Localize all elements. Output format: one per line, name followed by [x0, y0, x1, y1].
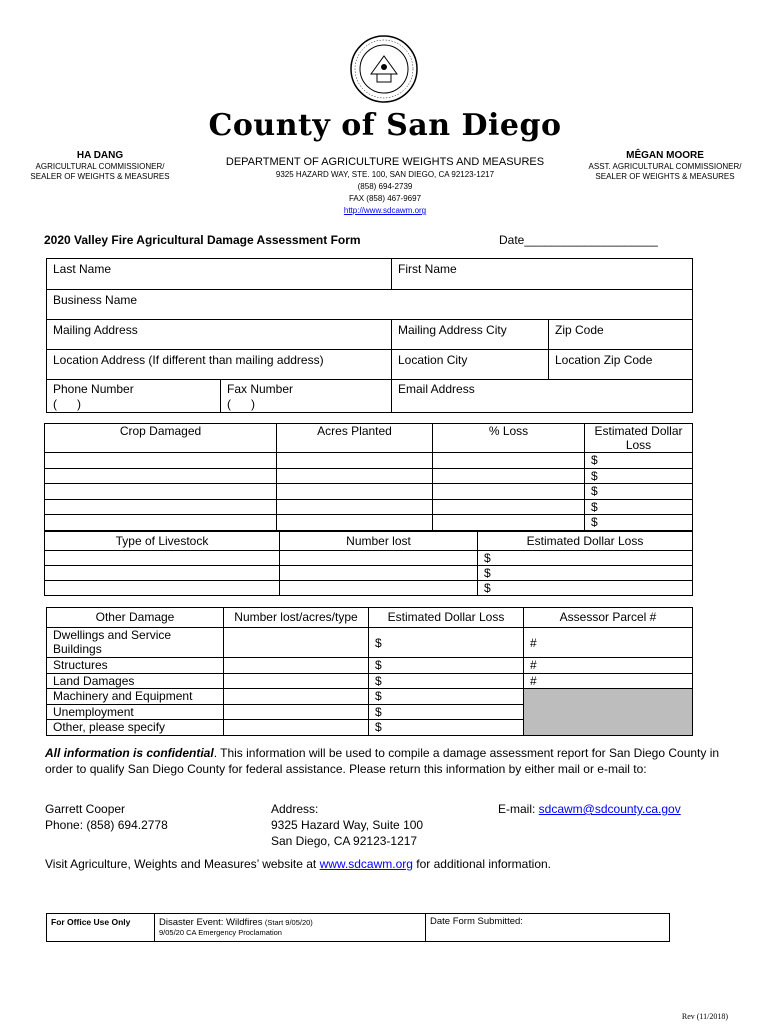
visit-website-line [45, 856, 551, 872]
department-address: 9325 HAZARD WAY, STE. 100, SAN DIEGO, CA 92123-1217 [275, 170, 495, 179]
mailing-city-field[interactable]: Mailing Address City [392, 320, 549, 350]
department-name: DEPARTMENT OF AGRICULTURE WEIGHTS AND MEASURES [225, 156, 545, 168]
dollar-cell[interactable]: $ [585, 484, 693, 500]
mailing-address-field[interactable]: Mailing Address [47, 320, 392, 350]
dollar-cell[interactable]: $ [369, 689, 524, 705]
loss-cell[interactable] [433, 515, 585, 531]
livestock-cell[interactable] [45, 581, 280, 596]
location-zip-field[interactable]: Location Zip Code [549, 350, 693, 380]
percent-loss-header: % Loss [433, 424, 585, 453]
visit-post: for additional information. [412, 857, 552, 871]
other-damage-label: Unemployment [47, 704, 224, 720]
loss-cell[interactable] [433, 484, 585, 500]
disaster-event-start: (Start 9/05/20) [264, 918, 313, 927]
fax-label: Fax Number [227, 382, 294, 396]
acres-cell[interactable] [277, 484, 433, 500]
email-field[interactable]: Email Address [392, 380, 693, 413]
address-line1: 9325 Hazard Way, Suite 100 [271, 818, 424, 832]
department-header [200, 155, 570, 217]
number-cell[interactable] [224, 720, 369, 736]
right-official-title2: SEALER OF WEIGHTS & MEASURES [595, 172, 735, 181]
parcel-header: Assessor Parcel # [524, 608, 693, 628]
loss-cell[interactable] [433, 468, 585, 484]
confidential-notice [45, 745, 730, 777]
loss-cell[interactable] [433, 499, 585, 515]
crop-damaged-header: Crop Damaged [45, 424, 277, 453]
address-line2: San Diego, CA 92123-1217 [271, 834, 418, 848]
other-damage-label: Structures [47, 658, 224, 674]
dollar-cell[interactable]: $ [369, 628, 524, 658]
fax-field[interactable] [221, 380, 392, 413]
revision-note: Rev (11/2018) [681, 1012, 728, 1021]
contact-person [45, 801, 168, 833]
phone-paren: ( ) [53, 397, 81, 411]
number-cell[interactable] [224, 628, 369, 658]
phone-field[interactable] [47, 380, 221, 413]
contact-name: Garrett Cooper [45, 802, 126, 816]
number-cell[interactable] [280, 581, 478, 596]
fax-paren: ( ) [227, 397, 255, 411]
acres-cell[interactable] [277, 515, 433, 531]
contact-phone: Phone: (858) 694.2778 [45, 818, 168, 832]
dollar-cell[interactable]: $ [369, 720, 524, 736]
notice-bold: All information is confidential [45, 746, 214, 760]
last-name-field[interactable]: Last Name [47, 259, 392, 290]
crop-cell[interactable] [45, 468, 277, 484]
dollar-cell[interactable]: $ [585, 468, 693, 484]
acres-cell[interactable] [277, 468, 433, 484]
crop-cell[interactable] [45, 453, 277, 469]
form-title: 2020 Valley Fire Agricultural Damage Assessment Form [44, 233, 361, 247]
disaster-event-cell [155, 914, 426, 942]
business-name-field[interactable]: Business Name [47, 290, 693, 320]
crop-cell[interactable] [45, 515, 277, 531]
other-damage-label: Land Damages [47, 673, 224, 689]
dollar-cell[interactable]: $ [478, 551, 693, 566]
number-cell[interactable] [224, 673, 369, 689]
parcel-cell[interactable]: # [524, 673, 693, 689]
livestock-loss-header: Estimated Dollar Loss [478, 532, 693, 551]
other-damage-label: Other, please specify [47, 720, 224, 736]
crops-table [44, 423, 693, 531]
number-cell[interactable] [224, 704, 369, 720]
office-use-table [46, 913, 670, 942]
contact-email [498, 801, 681, 817]
left-official-name: HA DANG [76, 150, 124, 161]
visit-pre: Visit Agriculture, Weights and Measures’ website at [45, 857, 320, 871]
right-official-name: MÊGAN MOORE [626, 150, 704, 161]
dollar-cell[interactable]: $ [585, 515, 693, 531]
county-seal-logo [349, 34, 419, 104]
emergency-proclamation: 9/05/20 CA Emergency Proclamation [159, 928, 282, 937]
dollar-cell[interactable]: $ [585, 499, 693, 515]
left-official-title1: AGRICULTURAL COMMISSIONER/ [35, 162, 165, 171]
other-damage-label: Dwellings and Service Buildings [47, 628, 224, 658]
crop-cell[interactable] [45, 484, 277, 500]
parcel-shaded-cell [524, 689, 693, 736]
dollar-cell[interactable]: $ [478, 566, 693, 581]
address-label: Address: [271, 802, 319, 816]
dollar-cell[interactable]: $ [369, 673, 524, 689]
estimated-loss-header: Estimated Dollar Loss [585, 424, 693, 453]
disaster-event: Disaster Event: Wildfires [159, 917, 263, 928]
date-submitted-cell[interactable]: Date Form Submitted: [426, 914, 670, 942]
location-address-field[interactable]: Location Address (If different than mailing address) [47, 350, 392, 380]
right-official [575, 149, 755, 182]
number-lost-header: Number lost [280, 532, 478, 551]
right-official-title1: ASST. AGRICULTURAL COMMISSIONER/ [588, 162, 742, 171]
other-damage-table [46, 607, 693, 736]
dollar-cell[interactable]: $ [478, 581, 693, 596]
left-official-title2: SEALER OF WEIGHTS & MEASURES [30, 172, 170, 181]
number-cell[interactable] [280, 566, 478, 581]
dollar-cell[interactable]: $ [369, 704, 524, 720]
zip-code-field[interactable]: Zip Code [549, 320, 693, 350]
department-phone: (858) 694-2739 [357, 182, 413, 191]
other-damage-header: Other Damage [47, 608, 224, 628]
location-city-field[interactable]: Location City [392, 350, 549, 380]
email-label: E-mail: [498, 802, 539, 816]
date-field[interactable]: Date____________________ [499, 233, 658, 247]
first-name-field[interactable]: First Name [392, 259, 693, 290]
left-official [20, 149, 180, 182]
livestock-table [44, 531, 693, 596]
number-cell[interactable] [224, 689, 369, 705]
contact-address [271, 801, 423, 849]
number-cell[interactable] [280, 551, 478, 566]
acres-cell[interactable] [277, 453, 433, 469]
office-use-label: For Office Use Only [47, 914, 155, 942]
county-name: County of San Diego [208, 108, 562, 143]
acres-planted-header: Acres Planted [277, 424, 433, 453]
dollar-cell[interactable]: $ [585, 453, 693, 469]
department-fax: FAX (858) 467-9697 [348, 194, 422, 203]
email-link[interactable]: sdcawm@sdcounty.ca.gov [538, 802, 681, 816]
number-cell[interactable] [224, 658, 369, 674]
livestock-cell[interactable] [45, 566, 280, 581]
livestock-type-header: Type of Livestock [45, 532, 280, 551]
crop-cell[interactable] [45, 499, 277, 515]
parcel-cell[interactable]: # [524, 628, 693, 658]
website-link[interactable]: http://www.sdcawm.org [343, 206, 427, 215]
other-damage-label: Machinery and Equipment [47, 689, 224, 705]
acres-cell[interactable] [277, 499, 433, 515]
contact-table [46, 258, 693, 413]
other-loss-header: Estimated Dollar Loss [369, 608, 524, 628]
phone-label: Phone Number [53, 382, 134, 396]
parcel-cell[interactable]: # [524, 658, 693, 674]
dollar-cell[interactable]: $ [369, 658, 524, 674]
livestock-cell[interactable] [45, 551, 280, 566]
loss-cell[interactable] [433, 453, 585, 469]
number-acres-header: Number lost/acres/type [224, 608, 369, 628]
visit-website-link[interactable]: www.sdcawm.org [319, 857, 413, 871]
notice-text: . This information will be used to compile a damage assessment report for San Diego County in order to qualify San Diego County for federal assistance. Please return this information by either mail or e-mail to: [45, 746, 720, 776]
